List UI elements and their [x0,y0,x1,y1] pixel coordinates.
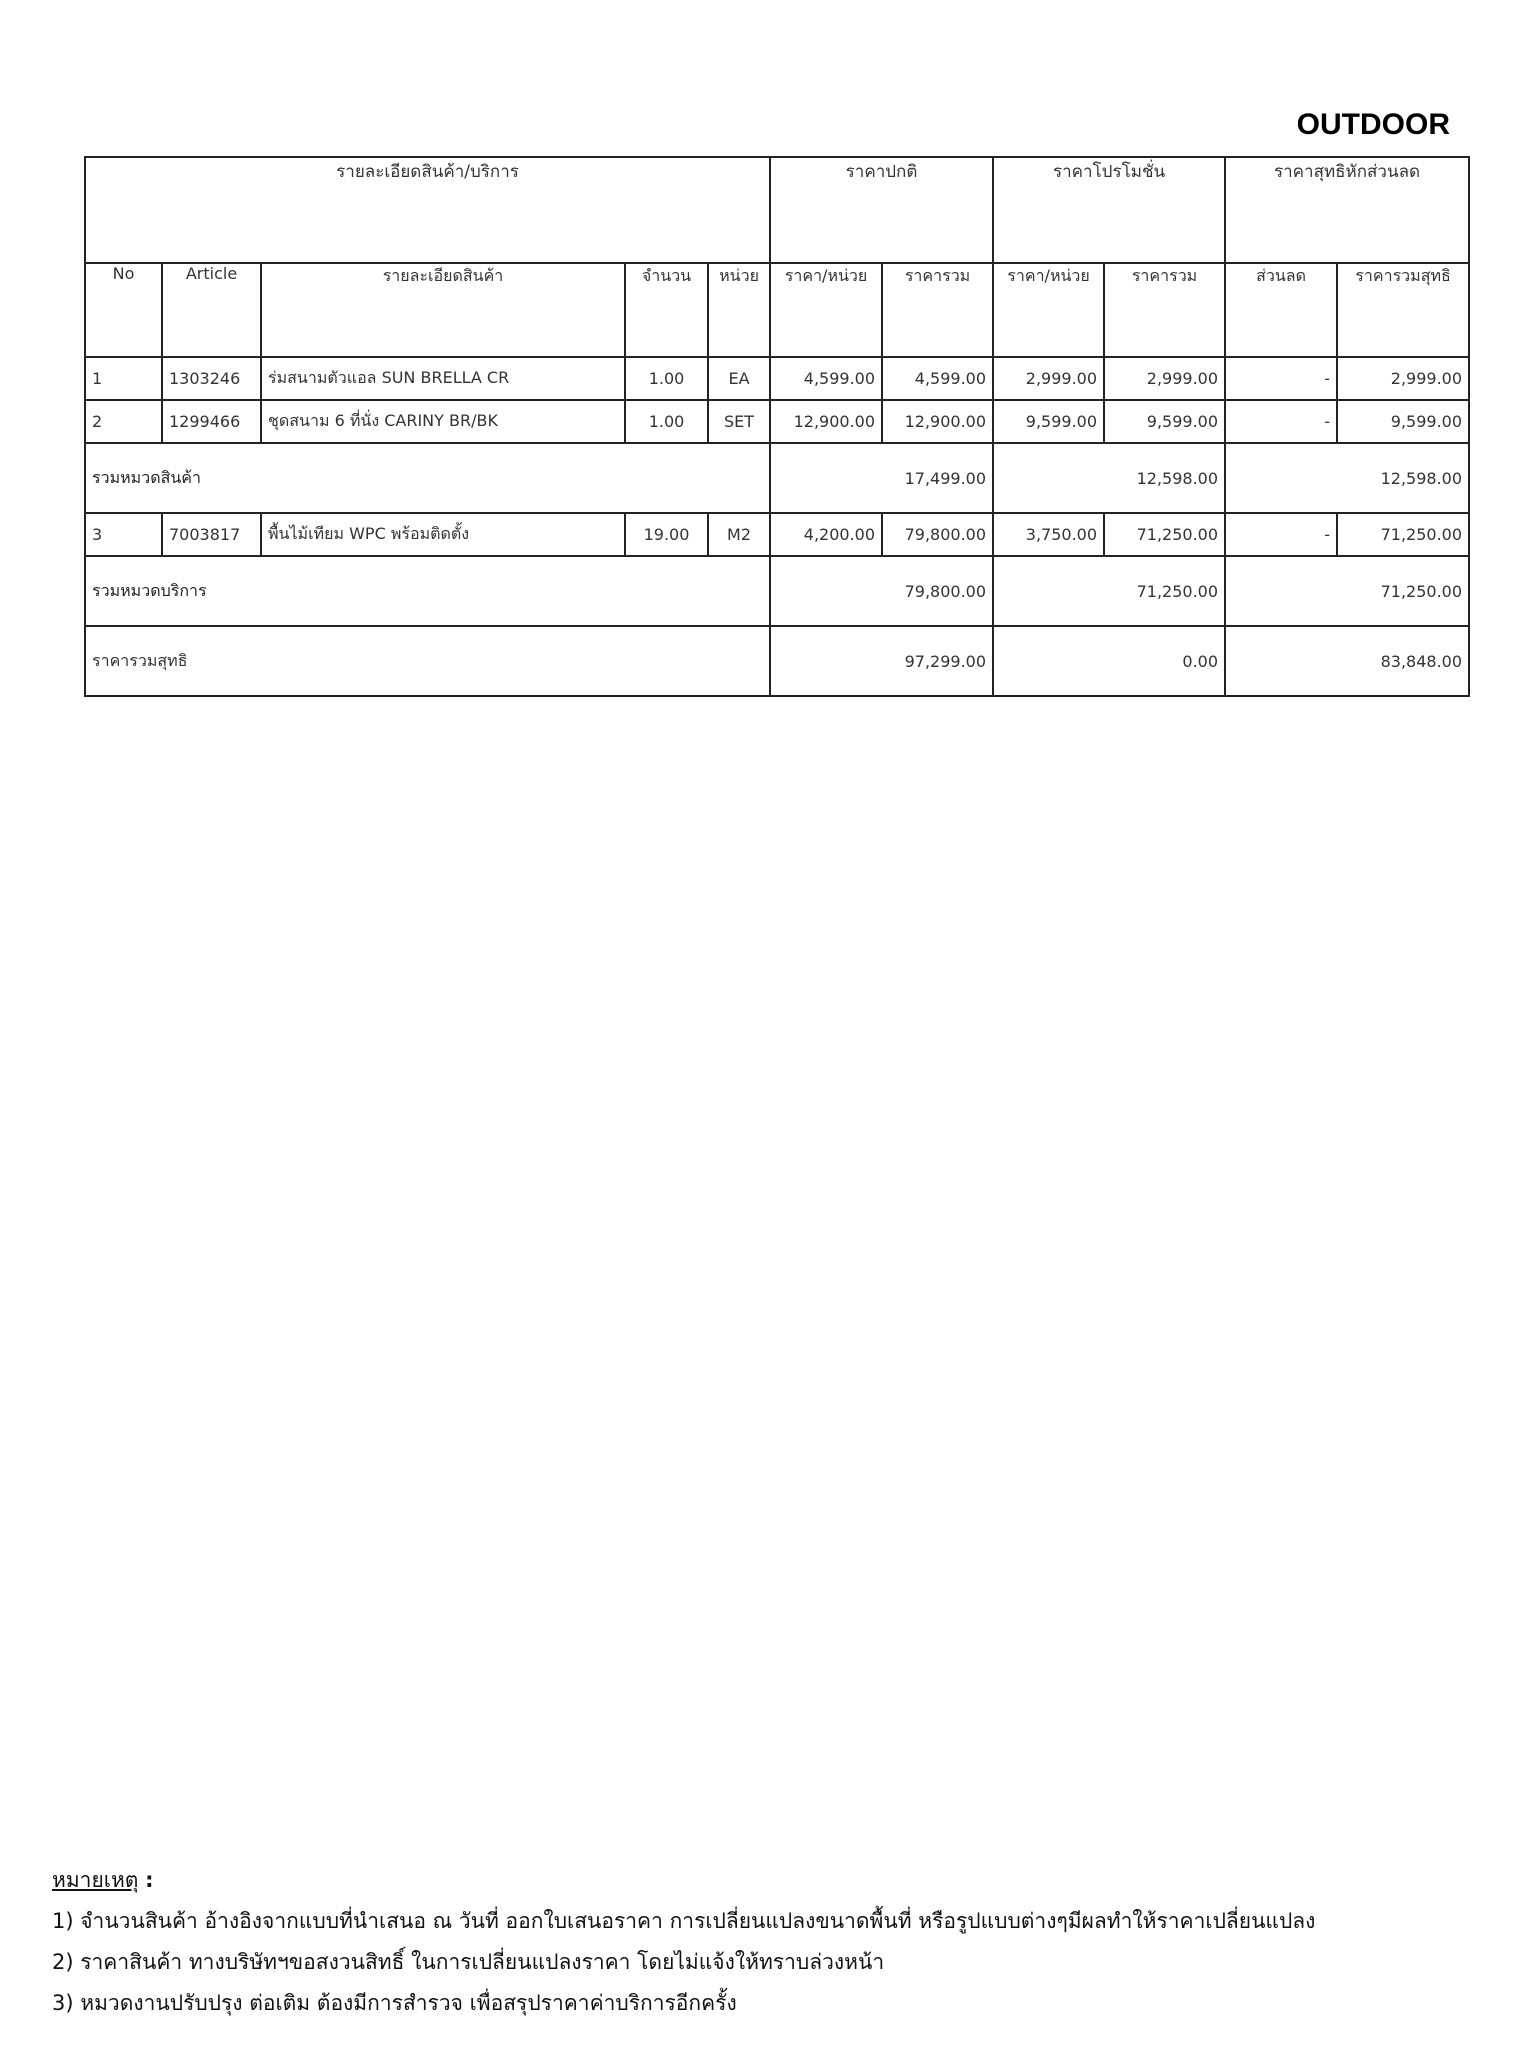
grand-total-net: 83,848.00 [1225,626,1469,696]
subtotal-services-label: รวมหมวดบริการ [85,556,770,626]
cell-promo-unit-price: 2,999.00 [993,357,1104,400]
grand-total-row [85,626,1469,696]
column-header-row [85,263,1469,357]
cell-unit: EA [708,357,770,400]
header-details: รายละเอียดสินค้า/บริการ [85,157,770,263]
cell-description: พื้นไม้เทียม WPC พร้อมติดตั้ง [261,513,625,556]
cell-promo-total: 9,599.00 [1104,400,1225,443]
cell-quantity: 19.00 [625,513,708,556]
cell-quantity: 1.00 [625,400,708,443]
cell-description: ชุดสนาม 6 ที่นั่ง CARINY BR/BK [261,400,625,443]
grand-total-promo: 0.00 [993,626,1225,696]
col-promo-unit-price: ราคา/หน่วย [993,263,1104,357]
subtotal-services-normal: 79,800.00 [770,556,993,626]
col-description: รายละเอียดสินค้า [261,263,625,357]
subtotal-services-row [85,556,1469,626]
note-line: 1) จำนวนสินค้า อ้างอิงจากแบบที่นำเสนอ ณ วันที่ ออกใบเสนอราคา การเปลี่ยนแปลงขนาดพื้นที่ หรือรูปแบบต่างๆมีผลทำให้ราคาเปลี่ยนแปลง [52,1909,1316,1933]
notes-section [52,1860,1492,2024]
col-unit-price: ราคา/หน่วย [770,263,882,357]
header-net-price: ราคาสุทธิหักส่วนลด [1225,157,1469,263]
cell-unit: M2 [708,513,770,556]
table-row [85,357,1469,400]
cell-net-total: 2,999.00 [1337,357,1469,400]
cell-no: 2 [85,400,162,443]
cell-no: 3 [85,513,162,556]
notes-heading-line [52,1860,1492,1901]
col-unit: หน่วย [708,263,770,357]
cell-article: 7003817 [162,513,261,556]
cell-article: 1299466 [162,400,261,443]
cell-total: 12,900.00 [882,400,993,443]
subtotal-products-row [85,443,1469,513]
cell-description: ร่มสนามตัวแอล SUN BRELLA CR [261,357,625,400]
subtotal-products-net: 12,598.00 [1225,443,1469,513]
cell-total: 79,800.00 [882,513,993,556]
document-title: OUTDOOR [1296,108,1450,141]
cell-promo-unit-price: 9,599.00 [993,400,1104,443]
subtotal-products-promo: 12,598.00 [993,443,1225,513]
cell-unit-price: 4,599.00 [770,357,882,400]
header-normal-price: ราคาปกติ [770,157,993,263]
note-line: 3) หมวดงานปรับปรุง ต่อเติม ต้องมีการสำรวจ เพื่อสรุปราคาค่าบริการอีกครั้ง [52,1991,737,2015]
note-line: 2) ราคาสินค้า ทางบริษัทฯขอสงวนสิทธิ์ ในการเปลี่ยนแปลงราคา โดยไม่แจ้งให้ทราบล่วงหน้า [52,1950,885,1974]
cell-no: 1 [85,357,162,400]
cell-net-total: 9,599.00 [1337,400,1469,443]
col-quantity: จำนวน [625,263,708,357]
cell-promo-total: 71,250.00 [1104,513,1225,556]
cell-promo-total: 2,999.00 [1104,357,1225,400]
header-promo-price: ราคาโปรโมชั่น [993,157,1225,263]
subtotal-products-normal: 17,499.00 [770,443,993,513]
cell-unit-price: 12,900.00 [770,400,882,443]
cell-unit: SET [708,400,770,443]
cell-promo-unit-price: 3,750.00 [993,513,1104,556]
subtotal-services-promo: 71,250.00 [993,556,1225,626]
col-promo-total: ราคารวม [1104,263,1225,357]
col-no: No [85,263,162,357]
cell-discount: - [1225,357,1337,400]
group-header-row [85,157,1469,263]
grand-total-normal: 97,299.00 [770,626,993,696]
cell-discount: - [1225,513,1337,556]
quotation-table [84,156,1470,697]
notes-heading: หมายเหตุ [52,1868,139,1892]
table-row [85,513,1469,556]
cell-article: 1303246 [162,357,261,400]
cell-quantity: 1.00 [625,357,708,400]
subtotal-services-net: 71,250.00 [1225,556,1469,626]
col-article: Article [162,263,261,357]
cell-total: 4,599.00 [882,357,993,400]
cell-unit-price: 4,200.00 [770,513,882,556]
cell-net-total: 71,250.00 [1337,513,1469,556]
grand-total-label: ราคารวมสุทธิ [85,626,770,696]
col-net-total: ราคารวมสุทธิ [1337,263,1469,357]
subtotal-products-label: รวมหมวดสินค้า [85,443,770,513]
table-row [85,400,1469,443]
cell-discount: - [1225,400,1337,443]
col-discount: ส่วนลด [1225,263,1337,357]
notes-colon: : [145,1868,154,1892]
col-total: ราคารวม [882,263,993,357]
